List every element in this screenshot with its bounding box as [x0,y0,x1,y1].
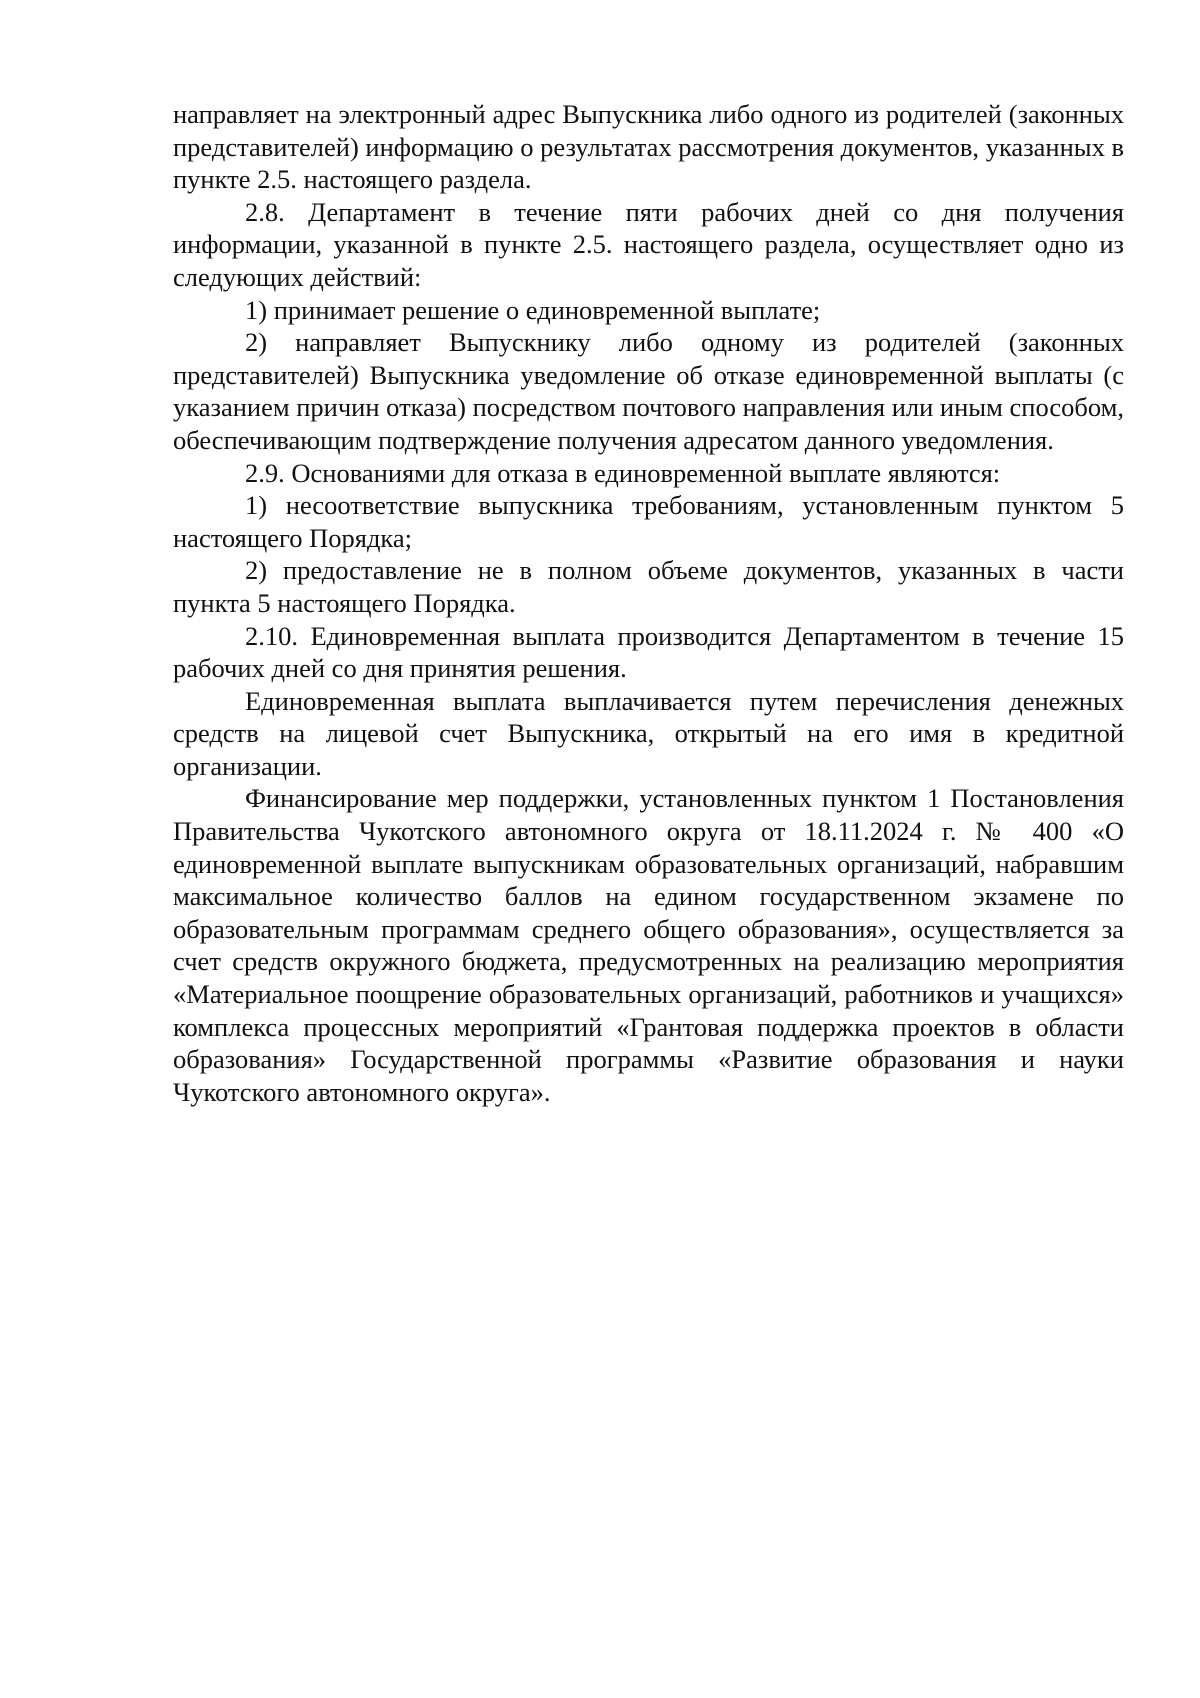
paragraph-financing: Финансирование мер поддержки, установленных пунктом 1 Постановления Правительства Чукотского автономного округа от 18.11.2024 г. № 400 «О единовременной выплате выпускникам образовательных организаций, набравшим максимальное количество баллов на едином государственном экзамене по образовательным программам среднего общего образования», осуществляется за счет средств окружного бюджета, предусмотренных на реализацию мероприятия «Материальное поощрение образовательных организаций, работников и учащихся» комплекса процессных мероприятий «Грантовая поддержка проектов в области образования» Государственной программы «Развитие образования и науки Чукотского автономного округа». [173,783,1124,1107]
paragraph-continuation: направляет на электронный адрес Выпускника либо одного из родителей (законных представителей) информацию о результатах рассмотрения документов, указанных в пункте 2.5. настоящего раздела. [173,99,1124,195]
document-body [173,98,1124,1108]
paragraph-2-8: 2.8. Департамент в течение пяти рабочих дней со дня получения информации, указанной в пункте 2.5. настоящего раздела, осуществляет одно из следующих действий: [173,196,1124,292]
paragraph-2-9: 2.9. Основаниями для отказа в единовременной выплате являются: [245,457,1001,488]
paragraph-2-8-item-1: 1) принимает решение о единовременной выплате; [245,294,821,325]
paragraph-payment-method: Единовременная выплата выплачивается путем перечисления денежных средств на лицевой счет Выпускника, открытый на его имя в кредитной организации. [173,685,1124,781]
paragraph-2-8-item-2: 2) направляет Выпускнику либо одному из родителей (законных представителей) Выпускника уведомление об отказе единовременной выплаты (с указанием причин отказа) посредством почтового направления или иным способом, обеспечивающим подтверждение получения адресатом данного уведомления. [173,327,1124,455]
paragraph-2-9-item-1: 1) несоответствие выпускника требованиям, установленным пунктом 5 настоящего Порядка; [173,490,1124,553]
paragraph-2-10: 2.10. Единовременная выплата производится Департаментом в течение 15 рабочих дней со дня принятия решения. [173,620,1124,684]
paragraph-2-9-item-2: 2) предоставление не в полном объеме документов, указанных в части пункта 5 настоящего Порядка. [173,555,1124,618]
